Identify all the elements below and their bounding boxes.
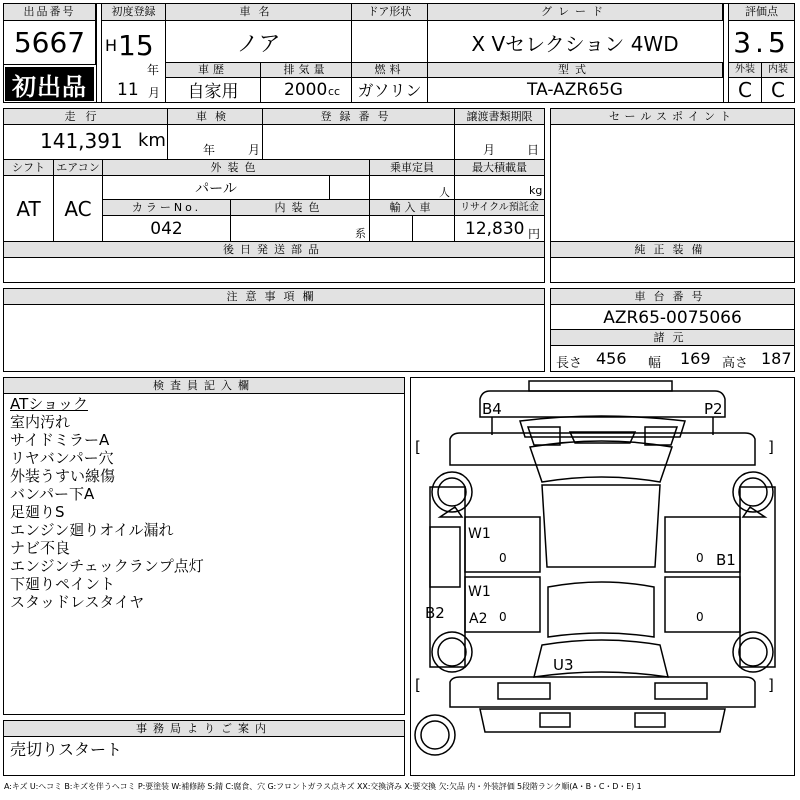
height-value: 187 xyxy=(761,349,792,368)
first-reg-header: 初度登録 xyxy=(101,3,166,21)
inspection-header: 車検 xyxy=(167,108,263,125)
displacement-unit: cc xyxy=(328,85,341,98)
mark-zero-1: 0 xyxy=(499,551,507,565)
doc-month-unit: 月 xyxy=(483,143,496,157)
door-header: ドア形状 xyxy=(351,3,428,21)
transfer-doc-header: 譲渡書類期限 xyxy=(454,108,545,125)
color-no-value: 042 xyxy=(150,218,183,239)
notes-header: 注意事項欄 xyxy=(3,288,545,305)
doc-day-unit: 日 xyxy=(527,143,540,157)
inspector-note-item: エンジンチェックランプ点灯 xyxy=(10,557,204,575)
grade-header: グレード xyxy=(427,3,723,21)
reg-year: 15 xyxy=(118,29,154,62)
height-label: 高さ xyxy=(722,356,749,371)
fuel-header: 燃料 xyxy=(351,62,428,78)
lot-no-header: 出品番号 xyxy=(3,3,96,21)
ext-color-header: 外装色 xyxy=(102,159,370,176)
mark-b4: B4 xyxy=(482,400,502,418)
mileage-value: 141,391 xyxy=(40,129,123,153)
registration-header: 登録番号 xyxy=(262,108,455,125)
history-value: 自家用 xyxy=(187,82,239,102)
later-parts-header: 後日発送部品 xyxy=(3,241,545,258)
insp-month-unit: 月 xyxy=(248,143,261,157)
sales-point-header: セールスポイント xyxy=(550,108,795,125)
interior-header: 内装 xyxy=(761,62,795,78)
width-value: 169 xyxy=(680,349,711,368)
inspector-note-item: サイドミラーA xyxy=(10,431,110,449)
genuine-header: 純正装備 xyxy=(550,241,795,258)
door-value xyxy=(351,21,428,63)
inspector-header: 検査員記入欄 xyxy=(3,377,405,394)
mileage-header: 走行 xyxy=(3,108,168,125)
inspector-note-item: エンジン廻りオイル漏れ xyxy=(10,521,174,539)
inspector-note-item: スタッドレスタイヤ xyxy=(10,593,145,611)
capacity-header: 乗車定員 xyxy=(369,159,455,176)
mark-b1: B1 xyxy=(716,551,736,569)
inspector-note-item: 外装うすい線傷 xyxy=(10,467,116,485)
score-header: 評価点 xyxy=(728,3,795,21)
width-label: 幅 xyxy=(648,356,662,371)
capacity-unit: 人 xyxy=(439,186,450,199)
inspector-notes-list xyxy=(10,395,400,611)
displacement-header: 排気量 xyxy=(260,62,352,78)
fuel-value: ガソリン xyxy=(357,81,422,100)
office-note: 売切りスタート xyxy=(10,740,123,759)
bracket-right-1: ] xyxy=(768,438,774,456)
mark-zero-4: 0 xyxy=(696,610,704,624)
month-unit: 月 xyxy=(148,86,161,100)
bracket-right-2: ] xyxy=(768,676,774,694)
mileage-unit: km xyxy=(138,130,166,151)
mark-p2: P2 xyxy=(704,400,723,418)
int-color-unit: 系 xyxy=(355,227,366,240)
color-no-header: カラーNo. xyxy=(102,199,231,216)
mark-a2: A2 xyxy=(469,611,488,627)
first-listing-badge: 初出品 xyxy=(5,67,94,101)
legend: A:キズ U:ヘコミ B:キズを伴うヘコミ P:要塗装 W:補修跡 S:錆 C:腐食、穴 G:フロントガラス点キズ XX:交換済み X:要交換 欠:欠品 内・外装評価 5段階ランク順(A・B・C・D・E) 1 xyxy=(4,782,642,791)
exterior-header: 外装 xyxy=(728,62,762,78)
shift-value: AT xyxy=(16,196,41,221)
mark-zero-2: 0 xyxy=(696,551,704,565)
recycle-header: リサイクル預託金 xyxy=(454,199,545,216)
bracket-left-1: [ xyxy=(415,438,421,456)
exterior-value: C xyxy=(738,77,752,102)
car-name-header: 車名 xyxy=(165,3,352,21)
max-load-header: 最大積載量 xyxy=(454,159,545,176)
mark-zero-3: 0 xyxy=(499,610,507,624)
inspector-note-item: リヤバンパー穴 xyxy=(10,449,114,467)
displacement-value: 2000 xyxy=(284,80,328,100)
insp-year-unit: 年 xyxy=(203,143,216,157)
load-unit: kg xyxy=(529,184,543,197)
bracket-left-2: [ xyxy=(415,676,421,694)
grade-value: X Vセレクション 4WD xyxy=(471,31,679,56)
inspector-note-item: ナビ不良 xyxy=(10,539,71,557)
inspector-note-item: 足廻りS xyxy=(10,503,65,521)
ext-color-value: パール xyxy=(195,181,237,197)
int-color-header: 内装色 xyxy=(230,199,370,216)
era: H xyxy=(105,36,118,55)
import-header: 輸入車 xyxy=(369,199,455,216)
interior-value: C xyxy=(771,77,785,102)
chassis-value: AZR65-0075066 xyxy=(603,307,742,328)
shift-header: シフト xyxy=(3,159,54,176)
length-label: 長さ xyxy=(556,356,583,371)
score-value: 3.5 xyxy=(733,25,790,59)
lot-no-value: 5667 xyxy=(3,20,96,65)
recycle-value: 12,830 xyxy=(465,219,525,239)
model-value: TA-AZR65G xyxy=(527,79,623,100)
ac-header: エアコン xyxy=(53,159,103,176)
model-header: 型式 xyxy=(427,62,723,78)
inspector-note-item: 室内汚れ xyxy=(10,413,71,431)
history-header: 車歴 xyxy=(165,62,261,78)
chassis-header: 車台番号 xyxy=(550,288,795,305)
mark-w1-front: W1 xyxy=(468,526,491,542)
office-header: 事務局よりご案内 xyxy=(3,720,405,737)
ac-value: AC xyxy=(64,196,92,221)
reg-month: 11 xyxy=(117,80,139,100)
mark-b2: B2 xyxy=(425,604,445,622)
year-unit: 年 xyxy=(147,63,160,77)
length-value: 456 xyxy=(596,349,627,368)
inspector-note-item: ATショック xyxy=(10,395,88,413)
inspector-note-item: バンパー下A xyxy=(10,485,95,503)
dims-header: 諸元 xyxy=(550,329,795,346)
mark-u3: U3 xyxy=(553,656,574,674)
car-diagram xyxy=(410,377,795,776)
car-name-value: ノア xyxy=(236,31,281,57)
mark-w1-rear: W1 xyxy=(468,584,491,600)
inspector-note-item: 下廻りペイント xyxy=(10,575,116,593)
recycle-unit: 円 xyxy=(528,227,541,241)
